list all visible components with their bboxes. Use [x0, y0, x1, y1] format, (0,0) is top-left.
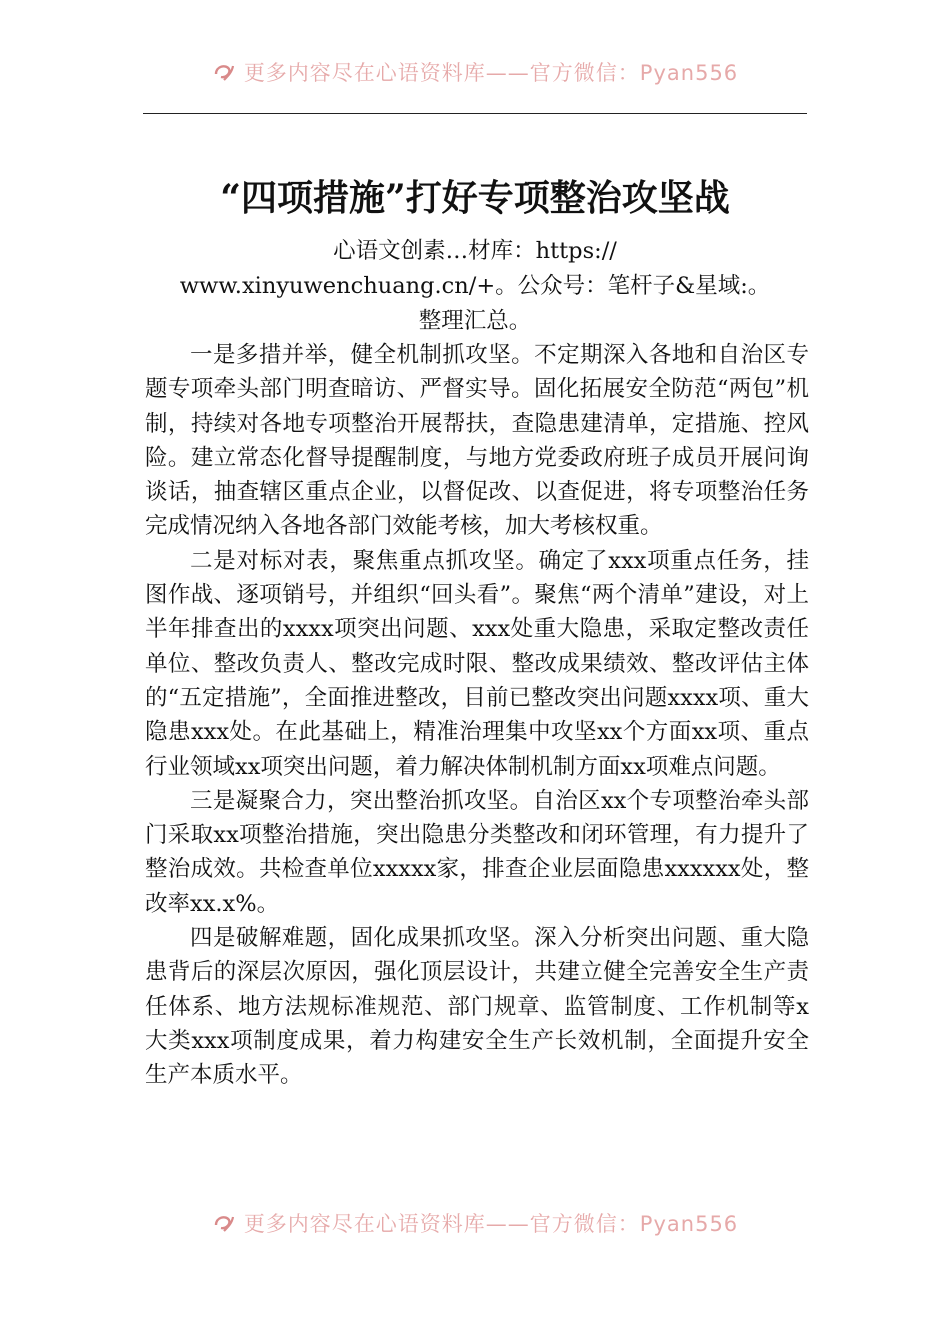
source-note: [143, 234, 807, 339]
source-line-1: 心语文创素…材库：https://: [333, 238, 617, 264]
header-divider: [143, 113, 807, 114]
paragraph-3: 三是凝聚合力，突出整治抓攻坚。自治区xx个专项整治牵头部门采取xx项整治措施，突出隐患分类整改和闭环管理，有力提升了整治成效。共检查单位xxxxx家，排查企业层面隐患xxxxxx处，整改率xx.x%。: [145, 787, 809, 917]
source-line-2: www.xinyuwenchuang.cn/+。公众号：笔杆子&星域:。: [179, 273, 771, 299]
source-line-3: 整理汇总。: [418, 308, 532, 334]
watermark-text: 更多内容尽在心语资料库——官方微信：Pyan556: [243, 1212, 739, 1236]
logo-icon: [212, 60, 236, 84]
document-title: “四项措施”打好专项整治攻坚战: [220, 177, 730, 219]
paragraph-4: 四是破解难题，固化成果抓攻坚。深入分析突出问题、重大隐患背后的深层次原因，强化顶层设计，共建立健全完善安全生产责任体系、地方法规标准规范、部门规章、监管制度、工作机制等x大类xxx项制度成果，着力构建安全生产长效机制，全面提升安全生产本质水平。: [145, 925, 809, 1089]
watermark-text: 更多内容尽在心语资料库——官方微信：Pyan556: [243, 61, 739, 85]
header-watermark: [0, 52, 950, 92]
paragraph-2: 二是对标对表，聚焦重点抓攻坚。确定了xxx项重点任务，挂图作战、逐项销号，并组织“回头看”。聚焦“两个清单”建设，对上半年排查出的xxxx项突出问题、xxx处重大隐患，采取定整改责任单位、整改负责人、整改完成时限、整改成果绩效、整改评估主体的“五定措施”，全面推进整改，目前已整改突出问题xxxx项、重大隐患xxx处。在此基础上，精准治理集中攻坚xx个方面xx项、重点行业领域xx项突出问题，着力解决体制机制方面xx项难点问题。: [145, 547, 809, 780]
logo-icon: [212, 1211, 236, 1235]
document-body: [145, 338, 809, 1093]
paragraph-1: 一是多措并举，健全机制抓攻坚。不定期深入各地和自治区专题专项牵头部门明查暗访、严督实导。固化拓展安全防范“两包”机制，持续对各地专项整治开展帮扶，查隐患建清单，定措施、控风险。建立常态化督导提醒制度，与地方党委政府班子成员开展问询谈话，抽查辖区重点企业，以督促改、以查促进，将专项整治任务完成情况纳入各地各部门效能考核，加大考核权重。: [145, 342, 809, 540]
footer-watermark: [0, 1203, 950, 1243]
